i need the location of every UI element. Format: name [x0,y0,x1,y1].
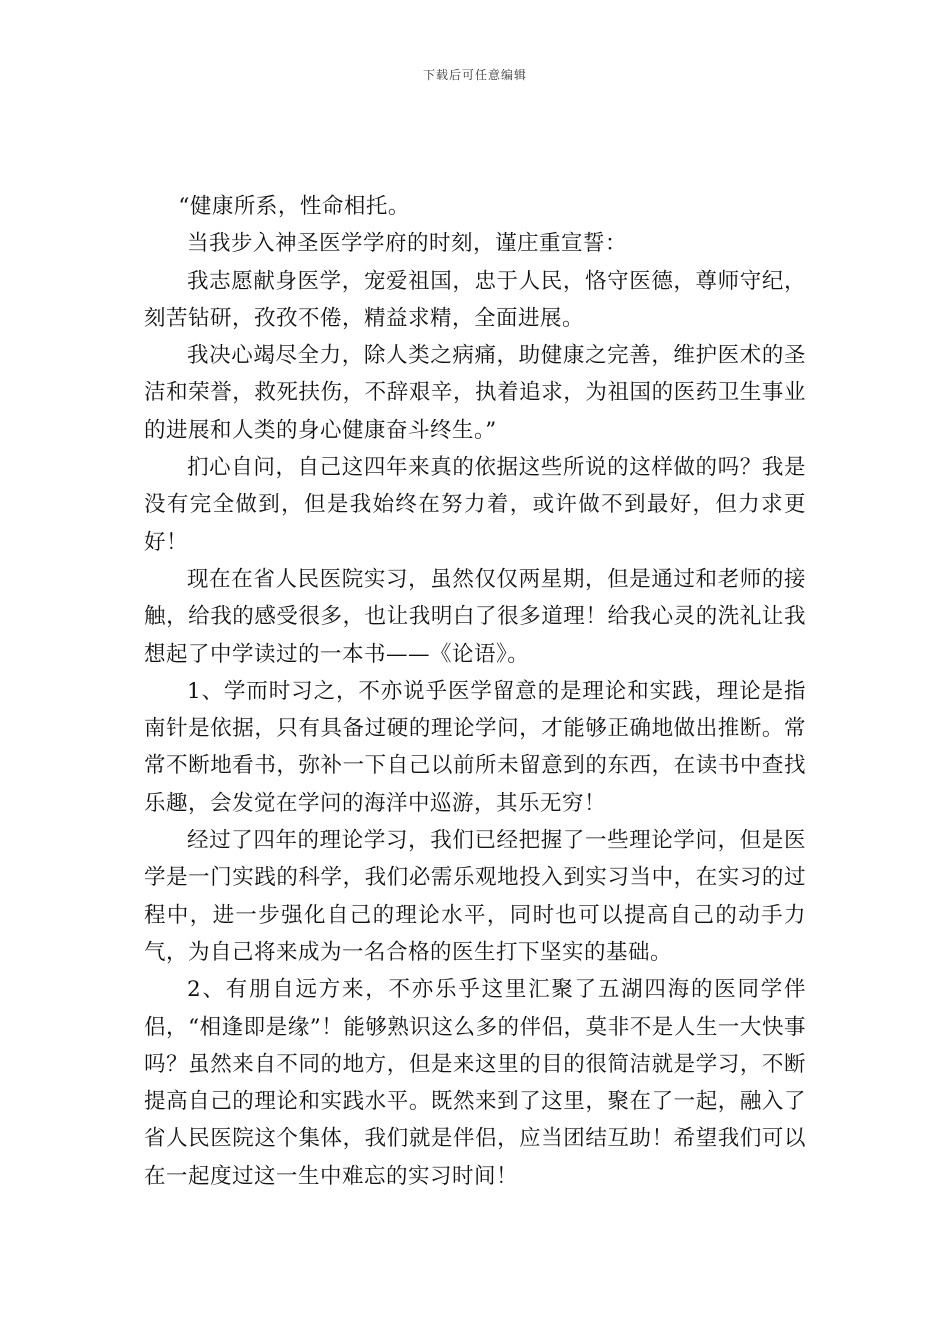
header-note: 下载后可任意编辑 [422,68,527,82]
paragraph-point-2: 2、有朋自远方来，不亦乐乎这里汇聚了五湖四海的医同学伴侣，“相逢即是缘”！能够熟识这么多的伴侣，莫非不是人生一大快事吗？虽然来自不同的地方，但是来这里的目的很简洁就是学习，不断提高自己的理论和实践水平。既然来到了这里，聚在了一起，融入了省人民医院这个集体，我们就是伴侣，应当团结互助！希望我们可以在一起度过这一生中难忘的实习时间！ [144,977,806,1189]
paragraph-oath-vow: 我志愿献身医学，宠爱祖国，忠于人民，恪守医德，尊师守纪，刻苦钻研，孜孜不倦，精益求精，全面进展。 [144,268,806,331]
paragraph-internship: 现在在省人民医院实习，虽然仅仅两星期，但是通过和老师的接触，给我的感受很多，也让我明白了很多道理！给我心灵的洗礼让我想起了中学读过的一本书——《论语》。 [144,566,806,667]
paragraph-oath-opening: “健康所系，性命相托。 [178,194,410,219]
paragraph-reflection: 扪心自问，自己这四年来真的依据这些所说的这样做的吗？我是没有完全做到，但是我始终在努力着，或许做不到最好，但力求更好！ [144,455,806,555]
paragraph-oath-intro: 当我步入神圣医学学府的时刻，谨庄重宣誓： [187,231,628,257]
document-body [144,188,806,1195]
paragraph-practice: 经过了四年的理论学习，我们已经把握了一些理论学问，但是医学是一门实践的科学，我们必需乐观地投入到实习当中，在实习的过程中，进一步强化自己的理论水平，同时也可以提高自己的动手力气，为自己将来成为一名合格的医生打下坚实的基础。 [144,828,806,965]
paragraph-oath-resolve: 我决心竭尽全力，除人类之病痛，助健康之完善，维护医术的圣洁和荣誉，救死扶伤，不辞艰辛，执着追求，为祖国的医药卫生事业的进展和人类的身心健康奋斗终生。” [144,343,806,443]
paragraph-point-1: 1、学而时习之，不亦说乎医学留意的是理论和实践，理论是指南针是依据，只有具备过硬的理论学问，才能够正确地做出推断。常常不断地看书，弥补一下自己以前所未留意到的东西，在读书中查找乐趣，会发觉在学问的海洋中巡游，其乐无穷！ [144,678,806,816]
